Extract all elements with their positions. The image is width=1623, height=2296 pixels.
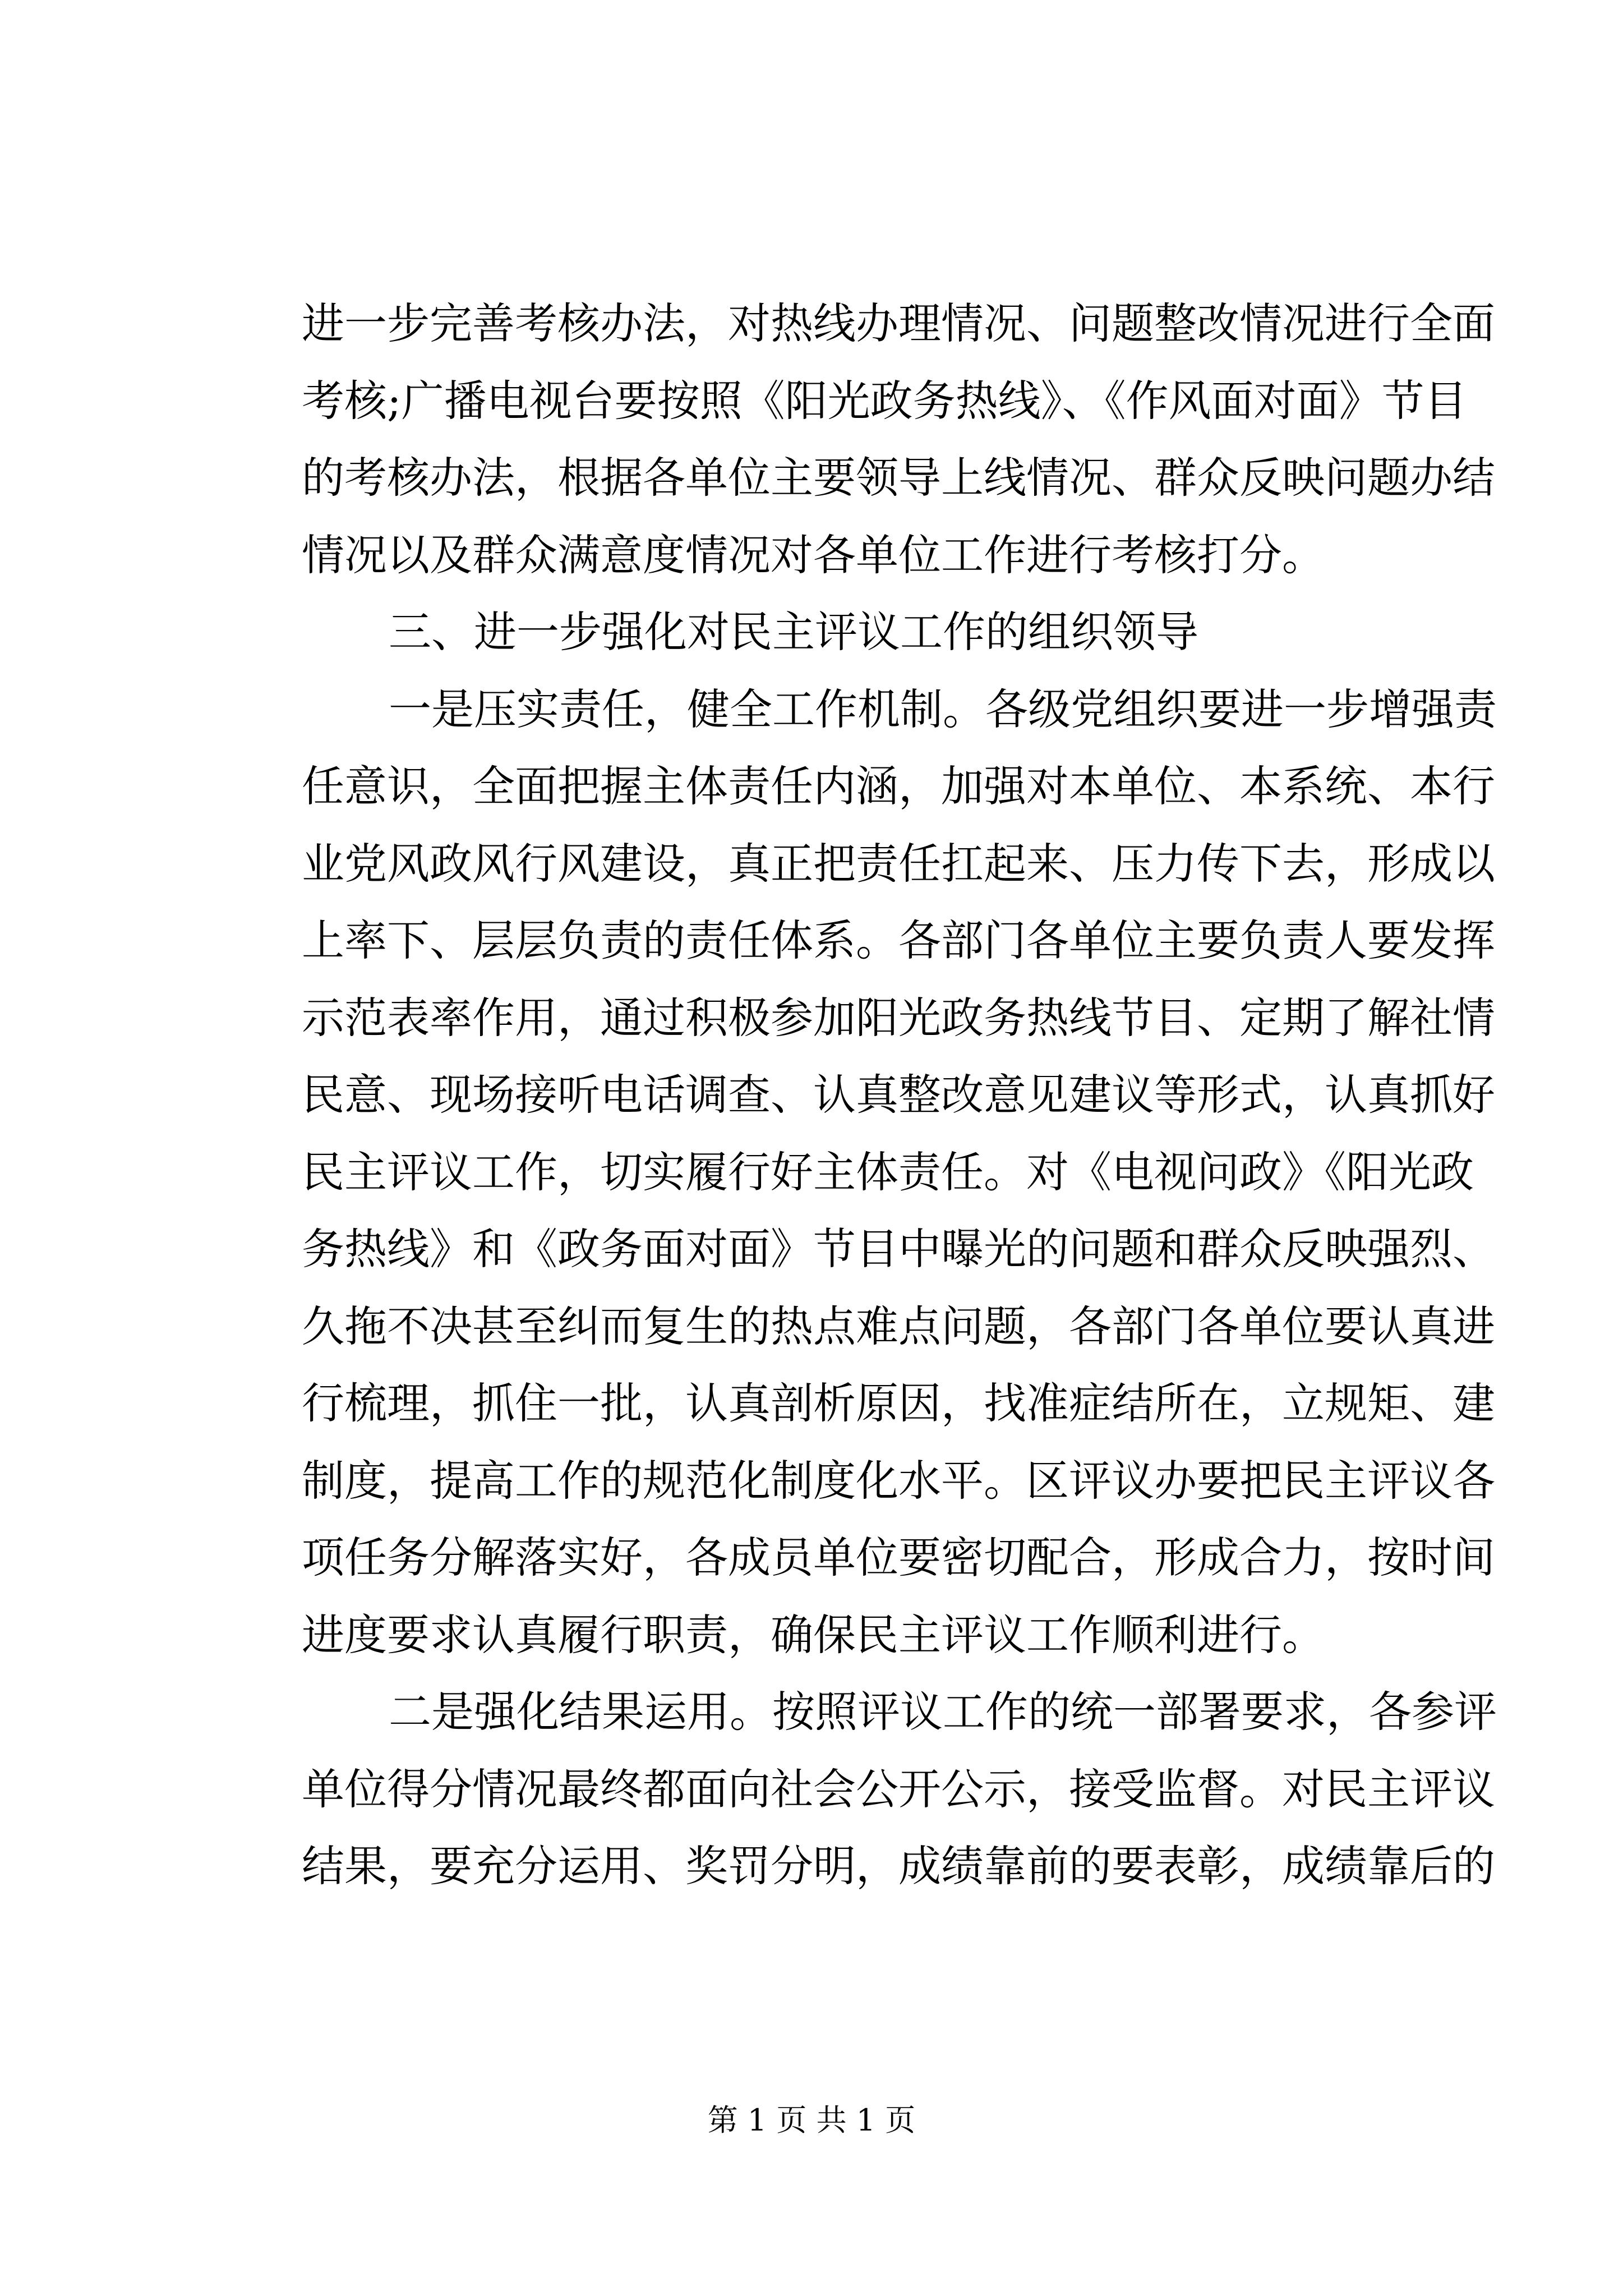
text-line-1: 进一步完善考核办法，对热线办理情况、问题整改情况进行全面: [302, 298, 1495, 348]
text-line-9: 上率下、层层负责的责任体系。各部门各单位主要负责人要发挥: [302, 915, 1495, 965]
text-line-15: 行梳理，抓住一批，认真剖析原因，找准症结所在，立规矩、建: [302, 1378, 1495, 1428]
text-line-4: 情况以及群众满意度情况对各单位工作进行考核打分。: [302, 530, 1325, 580]
text-line-10: 示范表率作用，通过积极参加阳光政务热线节目、定期了解社情: [302, 992, 1495, 1043]
text-line-19: 二是强化结果运用。按照评议工作的统一部署要求，各参评: [389, 1687, 1497, 1737]
text-line-20: 单位得分情况最终都面向社会公开公示，接受监督。对民主评议: [302, 1764, 1495, 1814]
text-line-7: 任意识，全面把握主体责任内涵，加强对本单位、本系统、本行: [302, 761, 1495, 811]
text-line-16: 制度，提高工作的规范化制度化水平。区评议办要把民主评议各: [302, 1455, 1495, 1506]
text-line-21: 结果，要充分运用、奖罚分明，成绩靠前的要表彰，成绩靠后的: [302, 1841, 1495, 1891]
text-line-18: 进度要求认真履行职责，确保民主评议工作顺利进行。: [302, 1609, 1325, 1660]
text-line-14: 久拖不决甚至纠而复生的热点难点问题，各部门各单位要认真进: [302, 1301, 1495, 1351]
section-heading: 三、进一步强化对民主评议工作的组织领导: [389, 607, 1198, 657]
text-line-3: 的考核办法，根据各单位主要领导上线情况、群众反映问题办结: [302, 453, 1495, 503]
text-line-11: 民意、现场接听电话调查、认真整改意见建议等形式，认真抓好: [302, 1070, 1495, 1120]
text-line-6: 一是压实责任，健全工作机制。各级党组织要进一步增强责: [389, 684, 1497, 734]
text-line-17: 项任务分解落实好，各成员单位要密切配合，形成合力，按时间: [302, 1533, 1495, 1582]
document-body: [302, 285, 1497, 1905]
text-line-12: 民主评议工作，切实履行好主体责任。对《电视问政》《阳光政: [302, 1147, 1474, 1197]
text-line-13: 务热线》和《政务面对面》节目中曝光的问题和群众反映强烈、: [302, 1224, 1495, 1274]
page-footer: 第 1 页 共 1 页: [707, 2102, 916, 2138]
text-line-2: 考核;广播电视台要按照《阳光政务热线》、《作风面对面》节目: [302, 375, 1467, 426]
text-line-8: 业党风政风行风建设，真正把责任扛起来、压力传下去，形成以: [302, 838, 1495, 889]
